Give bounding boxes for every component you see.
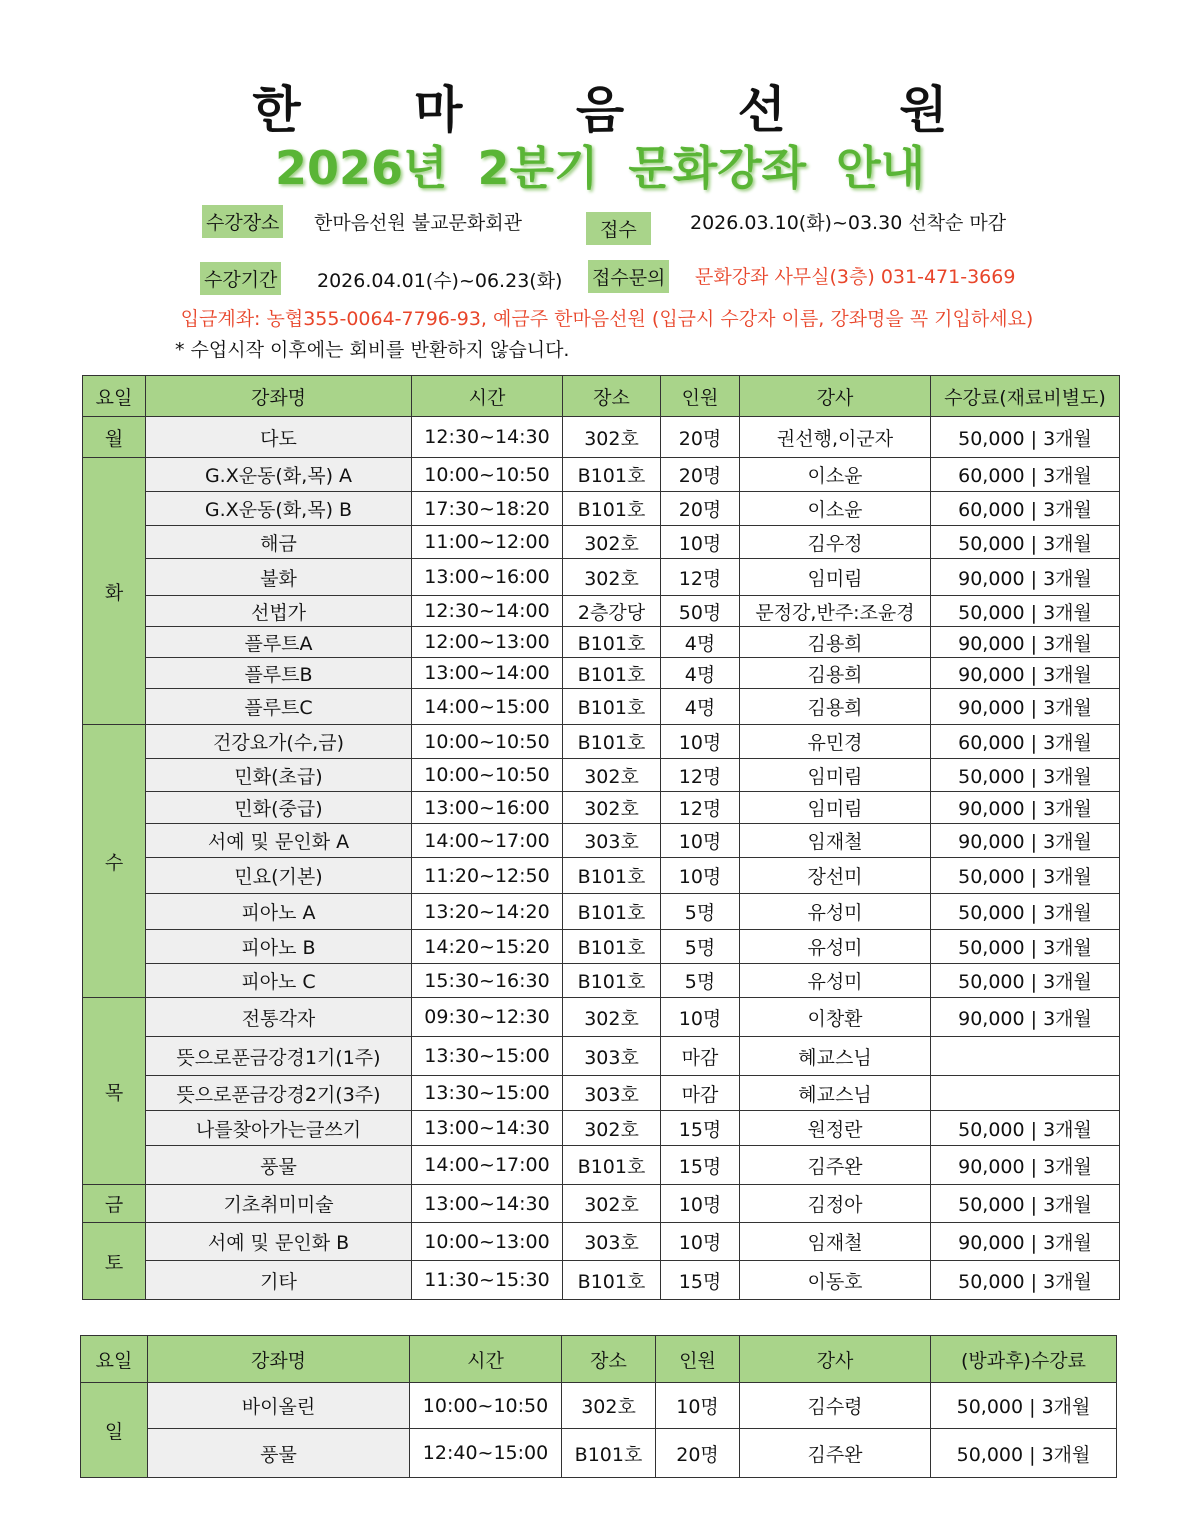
capacity-cell: 4명: [661, 658, 740, 689]
capacity-cell: 12명: [661, 559, 740, 596]
instructor-cell: 김주완: [740, 1429, 931, 1478]
instructor-cell: 유성미: [740, 930, 931, 964]
fee-cell: 90,000 | 3개월: [931, 1223, 1120, 1261]
capacity-cell: 10명: [661, 1223, 740, 1261]
room-cell: 302호: [563, 1111, 661, 1146]
course-name-cell: 민화(초급): [146, 759, 412, 792]
page-subtitle: 2026년 2분기 문화강좌 안내: [274, 141, 925, 195]
column-header: 장소: [563, 376, 661, 417]
time-cell: 13:00~16:00: [412, 792, 563, 824]
fee-cell: [931, 1076, 1120, 1111]
time-cell: 15:30~16:30: [412, 964, 563, 998]
room-cell: 302호: [562, 1383, 656, 1429]
course-name-cell: 다도: [146, 417, 412, 458]
day-cell: 목: [83, 998, 146, 1185]
table-row: [83, 964, 1120, 998]
course-name-cell: 풍물: [148, 1429, 410, 1478]
time-cell: 17:30~18:20: [412, 492, 563, 526]
time-cell: 12:30~14:30: [412, 417, 563, 458]
course-name-cell: G.X운동(화,목) A: [146, 458, 412, 492]
capacity-cell: 20명: [661, 417, 740, 458]
column-header: (방과후)수강료: [931, 1336, 1117, 1383]
room-cell: B101호: [563, 627, 661, 658]
course-name-cell: 플루트A: [146, 627, 412, 658]
capacity-cell: 20명: [656, 1429, 740, 1478]
course-name-cell: 서예 및 문인화 B: [146, 1223, 412, 1261]
table-row: [83, 792, 1120, 824]
day-cell: 월: [83, 417, 146, 458]
capacity-cell: 15명: [661, 1146, 740, 1185]
time-cell: 11:30~15:30: [412, 1261, 563, 1300]
capacity-cell: 10명: [661, 998, 740, 1037]
refund-notice: * 수업시작 이후에는 회비를 반환하지 않습니다.: [175, 339, 570, 361]
course-name-cell: 피아노 A: [146, 894, 412, 930]
course-name-cell: 불화: [146, 559, 412, 596]
capacity-cell: 15명: [661, 1261, 740, 1300]
course-name-cell: 뜻으로푼금강경1기(1주): [146, 1037, 412, 1076]
course-name-cell: 풍물: [146, 1146, 412, 1185]
table-row: [83, 658, 1120, 689]
room-cell: 302호: [563, 1185, 661, 1223]
room-cell: 303호: [563, 1076, 661, 1111]
table-row: [83, 759, 1120, 792]
table-row: [83, 858, 1120, 894]
table-row: [83, 998, 1120, 1037]
room-cell: B101호: [563, 858, 661, 894]
room-cell: B101호: [563, 894, 661, 930]
fee-cell: 50,000 | 3개월: [931, 1383, 1117, 1429]
fee-cell: 50,000 | 3개월: [931, 1111, 1120, 1146]
fee-cell: 50,000 | 3개월: [931, 930, 1120, 964]
room-cell: 302호: [563, 759, 661, 792]
capacity-cell: 10명: [656, 1383, 740, 1429]
table-header-row: [81, 1336, 1117, 1383]
course-name-cell: 바이올린: [148, 1383, 410, 1429]
time-cell: 10:00~10:50: [412, 458, 563, 492]
day-cell: 일: [81, 1383, 148, 1478]
table-row: [83, 526, 1120, 559]
instructor-cell: 김용희: [740, 627, 931, 658]
instructor-cell: 이소윤: [740, 492, 931, 526]
instructor-cell: 유성미: [740, 964, 931, 998]
fee-cell: 90,000 | 3개월: [931, 998, 1120, 1037]
room-cell: B101호: [563, 658, 661, 689]
table-row: [83, 559, 1120, 596]
course-name-cell: 민요(기본): [146, 858, 412, 894]
fee-cell: 90,000 | 3개월: [931, 1146, 1120, 1185]
fee-cell: 50,000 | 3개월: [931, 417, 1120, 458]
instructor-cell: 김주완: [740, 1146, 931, 1185]
room-cell: B101호: [563, 964, 661, 998]
fee-cell: 60,000 | 3개월: [931, 725, 1120, 759]
fee-cell: 50,000 | 3개월: [931, 1261, 1120, 1300]
course-name-cell: 나를찾아가는글쓰기: [146, 1111, 412, 1146]
table-row: [83, 725, 1120, 759]
fee-cell: 60,000 | 3개월: [931, 492, 1120, 526]
fee-cell: 90,000 | 3개월: [931, 824, 1120, 858]
capacity-cell: 5명: [661, 964, 740, 998]
course-name-cell: 피아노 C: [146, 964, 412, 998]
column-header: 수강료(재료비별도): [931, 376, 1120, 417]
time-cell: 13:00~14:30: [412, 1111, 563, 1146]
column-header: 강사: [740, 1336, 931, 1383]
period-label: 수강기간: [200, 262, 281, 295]
inquiry-value: 문화강좌 사무실(3층) 031-471-3669: [695, 266, 1016, 288]
fee-cell: 90,000 | 3개월: [931, 658, 1120, 689]
column-header: 장소: [562, 1336, 656, 1383]
room-cell: 303호: [563, 824, 661, 858]
course-name-cell: 전통각자: [146, 998, 412, 1037]
reception-value: 2026.03.10(화)~03.30 선착순 마감: [690, 212, 1007, 234]
time-cell: 13:00~16:00: [412, 559, 563, 596]
table-row: [83, 417, 1120, 458]
instructor-cell: 임미림: [740, 792, 931, 824]
instructor-cell: 김용희: [740, 689, 931, 725]
capacity-cell: 20명: [661, 458, 740, 492]
time-cell: 12:40~15:00: [410, 1429, 562, 1478]
fee-cell: 90,000 | 3개월: [931, 559, 1120, 596]
instructor-cell: 혜교스님: [740, 1037, 931, 1076]
capacity-cell: 50명: [661, 596, 740, 627]
capacity-cell: 4명: [661, 689, 740, 725]
table-row: [83, 1111, 1120, 1146]
capacity-cell: 10명: [661, 858, 740, 894]
column-header: 인원: [661, 376, 740, 417]
day-cell: 수: [83, 725, 146, 998]
course-name-cell: 민화(중급): [146, 792, 412, 824]
time-cell: 10:00~13:00: [412, 1223, 563, 1261]
day-cell: 토: [83, 1223, 146, 1300]
course-name-cell: 건강요가(수,금): [146, 725, 412, 759]
course-name-cell: 선법가: [146, 596, 412, 627]
capacity-cell: 15명: [661, 1111, 740, 1146]
fee-cell: 50,000 | 3개월: [931, 1429, 1117, 1478]
fee-cell: 60,000 | 3개월: [931, 458, 1120, 492]
time-cell: 13:00~14:30: [412, 1185, 563, 1223]
time-cell: 10:00~10:50: [410, 1383, 562, 1429]
column-header: 시간: [410, 1336, 562, 1383]
time-cell: 13:30~15:00: [412, 1076, 563, 1111]
instructor-cell: 임미림: [740, 759, 931, 792]
course-name-cell: 플루트B: [146, 658, 412, 689]
instructor-cell: 이창환: [740, 998, 931, 1037]
capacity-cell: 10명: [661, 824, 740, 858]
room-cell: B101호: [562, 1429, 656, 1478]
time-cell: 11:20~12:50: [412, 858, 563, 894]
capacity-cell: 마감: [661, 1037, 740, 1076]
day-cell: 화: [83, 458, 146, 725]
instructor-cell: 김용희: [740, 658, 931, 689]
room-cell: B101호: [563, 689, 661, 725]
instructor-cell: 혜교스님: [740, 1076, 931, 1111]
column-header: 강사: [740, 376, 931, 417]
center-name-title: 한 마 음 선 원: [252, 81, 996, 139]
instructor-cell: 임미림: [740, 559, 931, 596]
capacity-cell: 10명: [661, 725, 740, 759]
table-row: [83, 492, 1120, 526]
time-cell: 14:00~17:00: [412, 824, 563, 858]
time-cell: 13:00~14:00: [412, 658, 563, 689]
time-cell: 12:30~14:00: [412, 596, 563, 627]
table-row: [83, 1037, 1120, 1076]
table-row: [83, 1076, 1120, 1111]
time-cell: 13:20~14:20: [412, 894, 563, 930]
course-name-cell: 기타: [146, 1261, 412, 1300]
column-header: 강좌명: [148, 1336, 410, 1383]
table-row: [83, 1185, 1120, 1223]
room-cell: 302호: [563, 998, 661, 1037]
column-header: 요일: [81, 1336, 148, 1383]
column-header: 인원: [656, 1336, 740, 1383]
capacity-cell: 12명: [661, 792, 740, 824]
time-cell: 14:20~15:20: [412, 930, 563, 964]
room-cell: 303호: [563, 1223, 661, 1261]
inquiry-label: 접수문의: [588, 260, 669, 293]
day-cell: 금: [83, 1185, 146, 1223]
room-cell: B101호: [563, 725, 661, 759]
instructor-cell: 문정강,반주:조윤경: [740, 596, 931, 627]
fee-cell: 50,000 | 3개월: [931, 759, 1120, 792]
capacity-cell: 10명: [661, 1185, 740, 1223]
capacity-cell: 4명: [661, 627, 740, 658]
fee-cell: 90,000 | 3개월: [931, 792, 1120, 824]
table-row: [83, 596, 1120, 627]
room-cell: 302호: [563, 559, 661, 596]
capacity-cell: 5명: [661, 894, 740, 930]
time-cell: 14:00~17:00: [412, 1146, 563, 1185]
table-row: [81, 1383, 1117, 1429]
time-cell: 10:00~10:50: [412, 725, 563, 759]
instructor-cell: 김정아: [740, 1185, 931, 1223]
instructor-cell: 김우정: [740, 526, 931, 559]
column-header: 요일: [83, 376, 146, 417]
place-label: 수강장소: [202, 205, 283, 238]
room-cell: 302호: [563, 417, 661, 458]
time-cell: 14:00~15:00: [412, 689, 563, 725]
room-cell: 302호: [563, 526, 661, 559]
room-cell: 2층강당: [563, 596, 661, 627]
course-name-cell: 서예 및 문인화 A: [146, 824, 412, 858]
table-header-row: [83, 376, 1120, 417]
time-cell: 13:30~15:00: [412, 1037, 563, 1076]
instructor-cell: 원정란: [740, 1111, 931, 1146]
column-header: 시간: [412, 376, 563, 417]
room-cell: 303호: [563, 1037, 661, 1076]
instructor-cell: 김수령: [740, 1383, 931, 1429]
instructor-cell: 이소윤: [740, 458, 931, 492]
sunday-schedule-table: [80, 1335, 1117, 1478]
table-row: [83, 930, 1120, 964]
course-name-cell: 기초취미미술: [146, 1185, 412, 1223]
period-value: 2026.04.01(수)~06.23(화): [317, 270, 563, 292]
course-name-cell: 플루트C: [146, 689, 412, 725]
table-row: [81, 1429, 1117, 1478]
table-row: [83, 1223, 1120, 1261]
course-name-cell: 해금: [146, 526, 412, 559]
course-name-cell: 피아노 B: [146, 930, 412, 964]
instructor-cell: 이동호: [740, 1261, 931, 1300]
capacity-cell: 마감: [661, 1076, 740, 1111]
fee-cell: [931, 1037, 1120, 1076]
column-header: 강좌명: [146, 376, 412, 417]
fee-cell: 50,000 | 3개월: [931, 894, 1120, 930]
capacity-cell: 20명: [661, 492, 740, 526]
time-cell: 12:00~13:00: [412, 627, 563, 658]
main-schedule-table: [82, 375, 1120, 1300]
reception-label: 접수: [586, 212, 651, 245]
capacity-cell: 5명: [661, 930, 740, 964]
room-cell: B101호: [563, 1146, 661, 1185]
instructor-cell: 장선미: [740, 858, 931, 894]
table-row: [83, 824, 1120, 858]
fee-cell: 50,000 | 3개월: [931, 858, 1120, 894]
fee-cell: 50,000 | 3개월: [931, 526, 1120, 559]
fee-cell: 50,000 | 3개월: [931, 596, 1120, 627]
table-row: [83, 1261, 1120, 1300]
table-row: [83, 627, 1120, 658]
instructor-cell: 임재철: [740, 1223, 931, 1261]
fee-cell: 50,000 | 3개월: [931, 964, 1120, 998]
course-name-cell: 뜻으로푼금강경2기(3주): [146, 1076, 412, 1111]
instructor-cell: 권선행,이군자: [740, 417, 931, 458]
time-cell: 11:00~12:00: [412, 526, 563, 559]
table-row: [83, 894, 1120, 930]
capacity-cell: 12명: [661, 759, 740, 792]
course-name-cell: G.X운동(화,목) B: [146, 492, 412, 526]
place-value: 한마음선원 불교문화회관: [314, 212, 522, 234]
instructor-cell: 유민경: [740, 725, 931, 759]
table-row: [83, 458, 1120, 492]
fee-cell: 90,000 | 3개월: [931, 689, 1120, 725]
room-cell: B101호: [563, 930, 661, 964]
room-cell: 302호: [563, 792, 661, 824]
room-cell: B101호: [563, 492, 661, 526]
room-cell: B101호: [563, 458, 661, 492]
fee-cell: 50,000 | 3개월: [931, 1185, 1120, 1223]
instructor-cell: 임재철: [740, 824, 931, 858]
instructor-cell: 유성미: [740, 894, 931, 930]
table-row: [83, 689, 1120, 725]
time-cell: 10:00~10:50: [412, 759, 563, 792]
account-info: 입금계좌: 농협355-0064-7796-93, 예금주 한마음선원 (입금시 수강자 이름, 강좌명을 꼭 기입하세요): [180, 308, 1034, 330]
fee-cell: 90,000 | 3개월: [931, 627, 1120, 658]
table-row: [83, 1146, 1120, 1185]
capacity-cell: 10명: [661, 526, 740, 559]
room-cell: B101호: [563, 1261, 661, 1300]
time-cell: 09:30~12:30: [412, 998, 563, 1037]
